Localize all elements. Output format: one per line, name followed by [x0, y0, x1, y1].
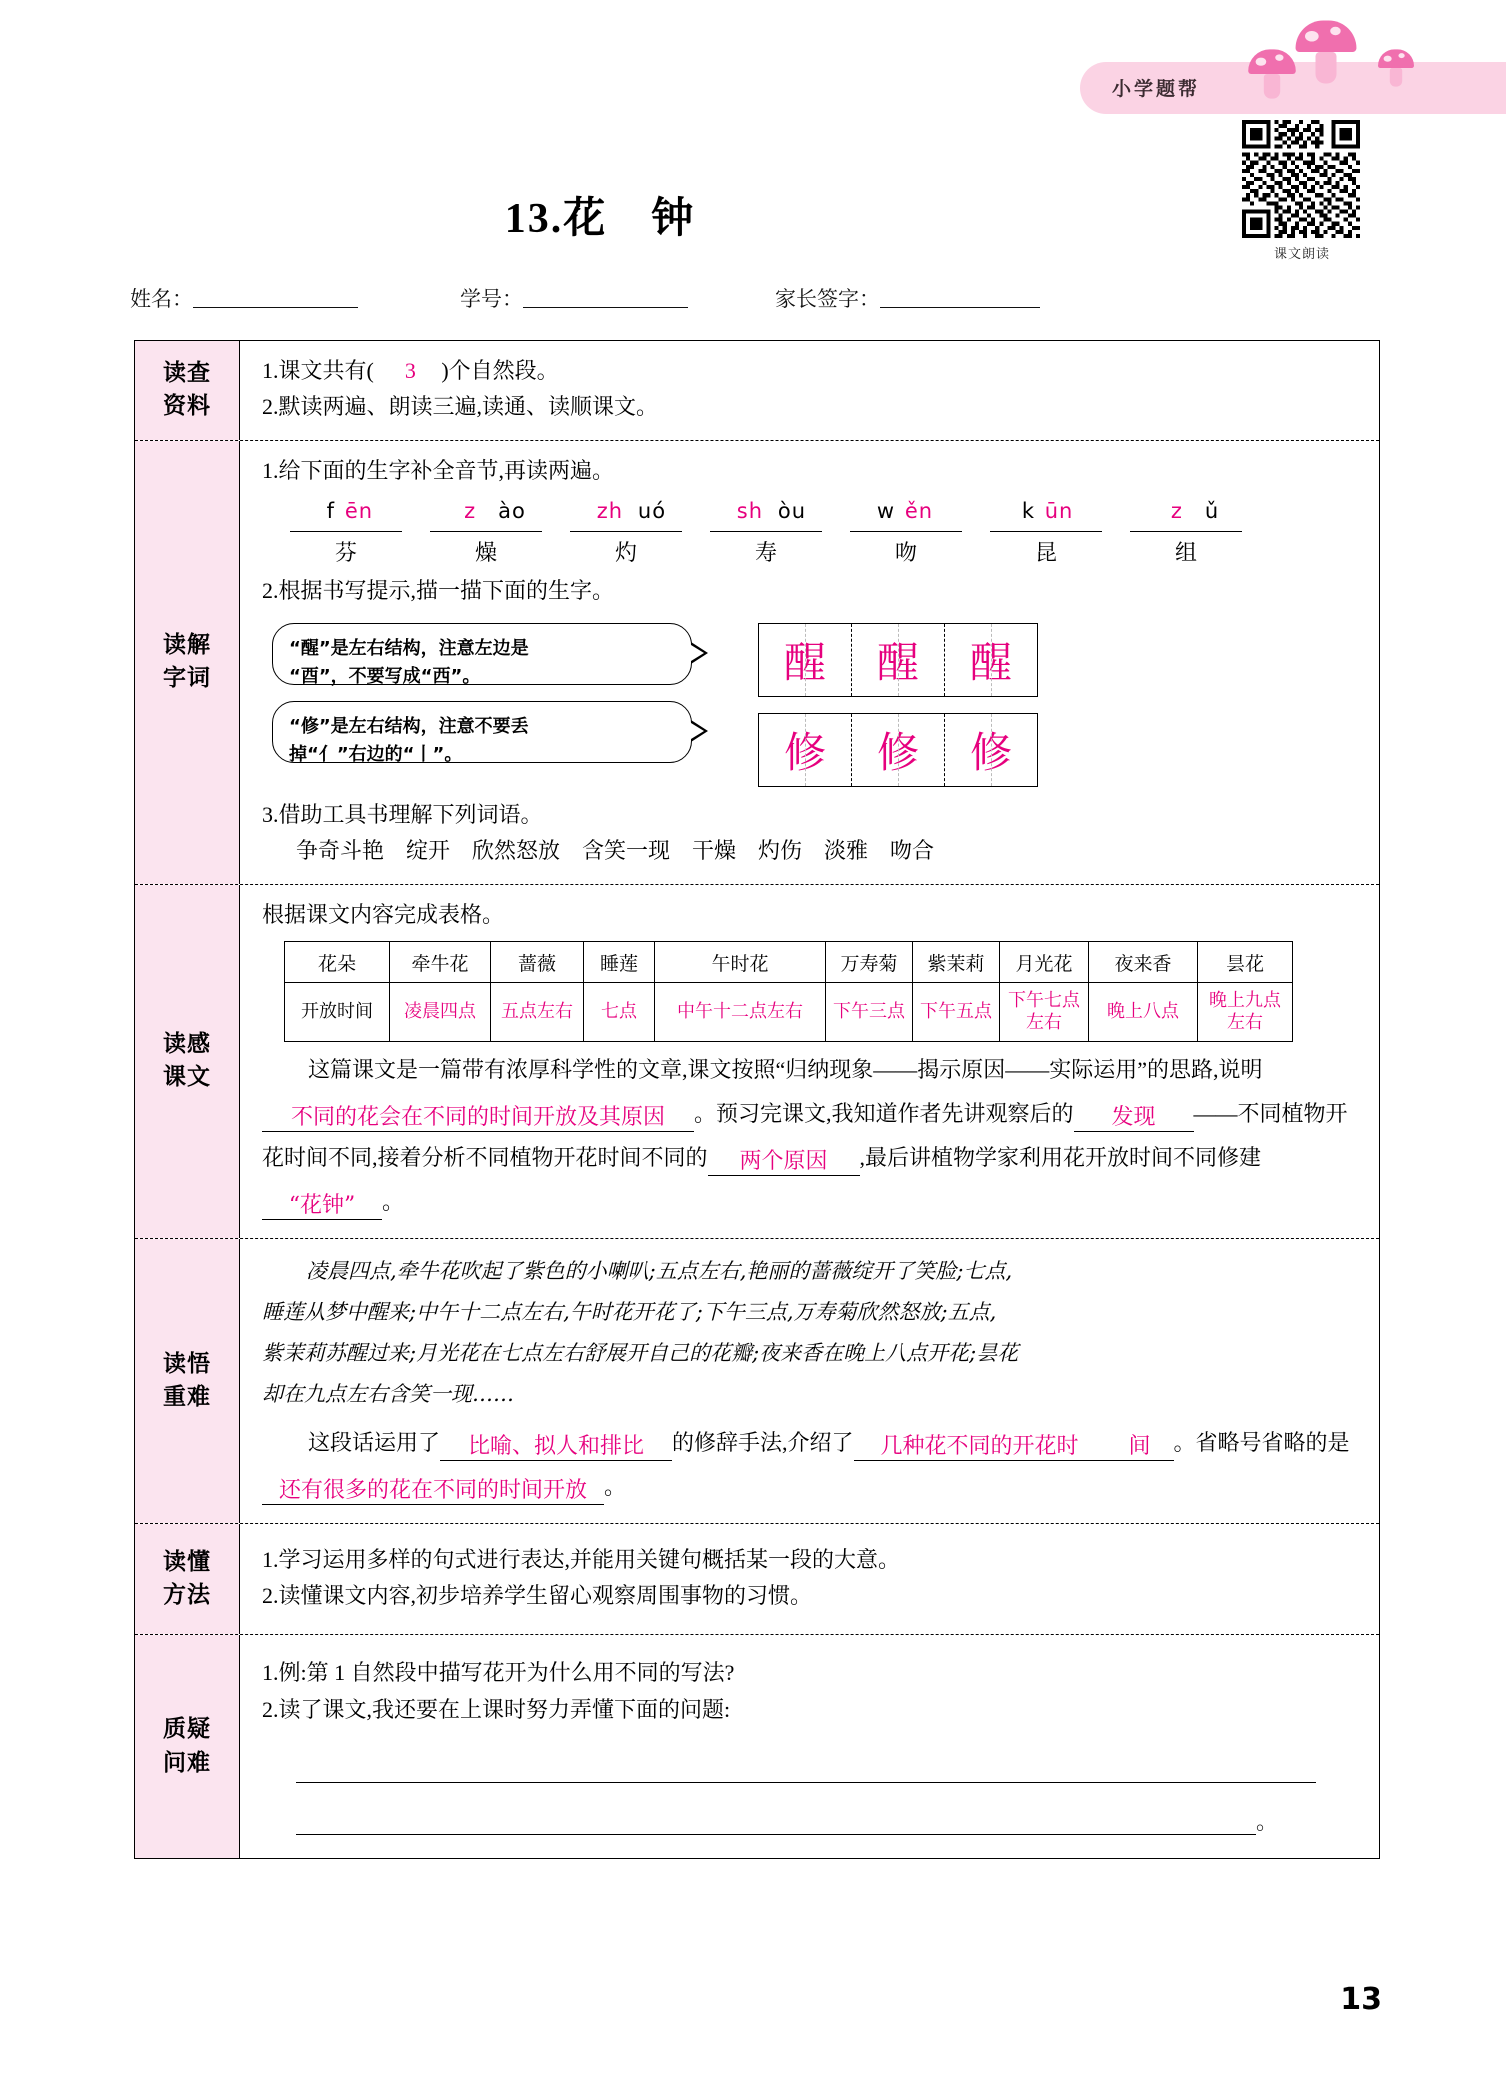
section-row-key-points — [135, 1239, 1379, 1524]
s1-item1-pre: 1.课文共有( — [262, 358, 374, 383]
pinyin-rule — [1130, 529, 1242, 532]
pinyin-character: 灼 — [614, 539, 637, 565]
section-label-line1: 读感 — [163, 1031, 211, 1058]
s4-text-d: 。 — [604, 1473, 627, 1499]
pinyin-rule — [430, 529, 542, 532]
pinyin-rule — [290, 529, 402, 532]
writing-hint-xing — [272, 623, 692, 688]
title-text: 花 钟 — [563, 196, 696, 242]
s3-intro: 根据课文内容完成表格。 — [262, 901, 505, 927]
section-row-reading-check — [135, 341, 1379, 441]
s1-item-1 — [262, 353, 1363, 389]
student-number-rule[interactable] — [523, 287, 688, 308]
s4-analysis-paragraph — [262, 1421, 1363, 1509]
table-header-cell: 夜来香 — [1089, 942, 1198, 983]
pinyin-rule — [710, 529, 822, 532]
s2-question-1: 1.给下面的生字补全音节,再读两遍。 — [262, 457, 615, 483]
s3-para-text-c: ——不同植物开花时间不同,接着分析不同植物开花时间不同的 — [262, 1101, 1348, 1171]
s3-summary-paragraph — [262, 1048, 1363, 1224]
table-cell-answer[interactable]: 晚上九点左右 — [1198, 983, 1293, 1042]
student-number-field[interactable] — [460, 283, 688, 313]
section-label-reading-check — [135, 341, 240, 440]
table-header-cell: 月光花 — [1000, 942, 1089, 983]
section-body-methods — [240, 1524, 1379, 1635]
table-header-cell: 万寿菊 — [826, 942, 913, 983]
section-label-line1: 读解 — [163, 631, 211, 658]
hint-line-2: 掉“亻”右边的“丨”。 — [289, 744, 463, 766]
pinyin-character: 昆 — [1034, 539, 1057, 565]
s4-blank-2[interactable]: 几种花不同的开花时 — [854, 1434, 1106, 1461]
writing-hints — [272, 623, 692, 779]
s4-blank-1[interactable]: 比喻、拟人和排比 — [440, 1434, 672, 1461]
student-number-label: 学号： — [460, 287, 523, 311]
section-label-line1: 质疑 — [163, 1716, 211, 1743]
pinyin-exercise-row — [276, 499, 1363, 567]
table-header-cell: 牵牛花 — [390, 942, 491, 983]
s4-text-a: 这段话运用了 — [308, 1429, 441, 1455]
character-writing-block — [272, 623, 1363, 787]
pinyin-prefix: k — [1021, 498, 1035, 523]
pinyin-answer[interactable]: ēn — [344, 498, 374, 523]
section-body-characters — [240, 441, 1379, 884]
section-label-line2: 资料 — [163, 393, 211, 420]
pinyin-item-zu[interactable] — [1116, 499, 1256, 567]
pinyin-item-zao[interactable] — [416, 499, 556, 567]
pinyin-answer[interactable]: zh — [596, 498, 624, 523]
pinyin-item-zhuo[interactable] — [556, 499, 696, 567]
s4-text-c: 。省略号省略的是 — [1173, 1429, 1350, 1455]
tracing-cell[interactable]: 修 — [852, 714, 945, 786]
table-cell-answer[interactable]: 五点左右 — [491, 983, 584, 1042]
section-label-methods — [135, 1524, 240, 1635]
passage-line: 却在九点左右含笑一现…… — [262, 1381, 514, 1406]
table-row-times — [285, 983, 1293, 1042]
s2-question-2: 2.根据书写提示,描一描下面的生字。 — [262, 577, 615, 603]
qr-code[interactable] — [1242, 120, 1360, 238]
pinyin-character: 组 — [1174, 539, 1197, 565]
section-label-line1: 读懂 — [163, 1548, 211, 1575]
section-label-questions — [135, 1635, 240, 1858]
s3-blank-1[interactable]: 不同的花会在不同的时间开放及其原因 — [262, 1105, 694, 1132]
table-header-cell: 昙花 — [1198, 942, 1293, 983]
pinyin-answer[interactable]: ūn — [1044, 498, 1074, 523]
writing-hint-xiu — [272, 701, 692, 766]
s3-blank-2[interactable]: 发现 — [1074, 1105, 1194, 1132]
section-body-reading-check — [240, 341, 1379, 440]
pinyin-character: 吻 — [894, 539, 917, 565]
identity-line — [130, 283, 1180, 317]
s1-paragraph-count-answer[interactable]: 3 — [404, 358, 416, 383]
pinyin-suffix: òu — [777, 498, 807, 523]
tracing-grids — [758, 623, 1038, 787]
pinyin-prefix: w — [876, 498, 895, 523]
name-field[interactable] — [130, 283, 358, 313]
pinyin-answer[interactable]: z — [464, 498, 477, 523]
s6-answer-line-1[interactable] — [296, 1754, 1363, 1783]
parent-signature-field[interactable] — [775, 283, 1040, 313]
s3-para-text-d: ,最后讲植物学家利用花开放时间不同修建 — [859, 1145, 1262, 1171]
parent-signature-rule[interactable] — [880, 287, 1040, 308]
s3-para-text-b: 。预习完课文,我知道作者先讲观察后的 — [694, 1101, 1074, 1127]
s3-blank-4[interactable]: “花钟” — [262, 1193, 382, 1220]
pinyin-prefix: f — [326, 498, 335, 523]
section-row-methods — [135, 1524, 1379, 1636]
name-rule[interactable] — [193, 287, 358, 308]
section-label-line2: 问难 — [163, 1749, 211, 1776]
table-cell-answer[interactable]: 凌晨四点 — [390, 983, 491, 1042]
table-cell-answer[interactable]: 下午五点 — [913, 983, 1000, 1042]
s2-vocabulary-list: 争奇斗艳 绽开 欣然怒放 含笑一现 干燥 灼伤 淡雅 吻合 — [296, 838, 935, 864]
s3-para-text-e: 。 — [382, 1189, 405, 1215]
s1-item1-post: )个自然段。 — [441, 358, 559, 383]
s4-blank-3[interactable]: 还有很多的花在不同的时间开放 — [262, 1478, 604, 1505]
passage-line: 睡莲从梦中醒来;中午十二点左右,午时花开花了;下午三点,万寿菊欣然怒放;五点, — [262, 1300, 997, 1325]
table-cell-answer[interactable]: 晚上八点 — [1089, 983, 1198, 1042]
passage-line: 紫茉莉苏醒过来;月光花在七点左右舒展开自己的花瓣;夜来香在晚上八点开花;昙花 — [262, 1340, 1019, 1365]
tracing-cell[interactable]: 醒 — [852, 624, 945, 696]
section-label-line1: 读查 — [163, 359, 211, 386]
s3-blank-3[interactable]: 两个原因 — [708, 1149, 860, 1176]
brand-label: 小学题帮 — [1112, 78, 1201, 100]
pinyin-answer[interactable]: sh — [736, 498, 764, 523]
s5-item-1: 1.学习运用多样的句式进行表达,并能用关键句概括某一段的大意。 — [262, 1546, 901, 1572]
title-number: 13. — [504, 196, 564, 242]
section-label-line1: 读悟 — [163, 1350, 211, 1377]
section-label-key-points — [135, 1239, 240, 1523]
tracing-row-xing[interactable] — [758, 623, 1038, 697]
pinyin-suffix: uó — [637, 498, 667, 523]
table-header-cell: 睡莲 — [584, 942, 655, 983]
s6-end-mark: 。 — [1256, 1809, 1279, 1835]
s4-blank-2-cont[interactable]: 间 — [1106, 1434, 1174, 1461]
table-header-cell: 紫茉莉 — [913, 942, 1000, 983]
section-label-characters — [135, 441, 240, 884]
worksheet-grid — [134, 340, 1380, 1859]
table-header-cell: 蔷薇 — [491, 942, 584, 983]
section-body-questions — [240, 1635, 1379, 1858]
pinyin-item-kun[interactable] — [976, 499, 1116, 567]
page-number: 13 — [1340, 1982, 1382, 2017]
pinyin-suffix: ǔ — [1204, 498, 1220, 523]
section-label-line2: 字词 — [163, 665, 211, 692]
tracing-cell[interactable]: 修 — [759, 714, 852, 786]
pinyin-item-shou[interactable] — [696, 499, 836, 567]
pinyin-rule — [990, 529, 1102, 532]
parent-signature-label: 家长签字： — [775, 287, 880, 311]
table-cell-answer[interactable]: 下午三点 — [826, 983, 913, 1042]
section-label-line2: 重难 — [163, 1383, 211, 1410]
pinyin-answer[interactable]: ěn — [904, 498, 934, 523]
s1-item-2: 2.默读两遍、朗读三遍,读通、读顺课文。 — [262, 394, 659, 420]
section-row-comprehension — [135, 885, 1379, 1239]
page-title — [0, 185, 1200, 245]
table-row-header — [285, 942, 1293, 983]
section-label-line2: 方法 — [163, 1582, 211, 1609]
pinyin-rule — [570, 529, 682, 532]
pinyin-item-fen[interactable] — [276, 499, 416, 567]
pinyin-character: 燥 — [474, 539, 497, 565]
section-label-comprehension — [135, 885, 240, 1238]
section-row-questions — [135, 1635, 1379, 1858]
pinyin-item-wen[interactable] — [836, 499, 976, 567]
pinyin-character: 寿 — [754, 539, 777, 565]
table-header-cell: 午时花 — [655, 942, 826, 983]
pinyin-answer[interactable]: z — [1170, 498, 1183, 523]
s2-question-3: 3.借助工具书理解下列词语。 — [262, 802, 543, 828]
s4-quoted-passage — [262, 1251, 1363, 1415]
pinyin-suffix: ào — [498, 498, 526, 523]
section-label-line2: 课文 — [163, 1064, 211, 1091]
tracing-row-xiu[interactable] — [758, 713, 1038, 787]
s4-text-b: 的修辞手法,介绍了 — [672, 1429, 854, 1455]
qr-code-label: 课文朗读 — [1273, 247, 1330, 262]
pinyin-character: 芬 — [334, 539, 357, 565]
tracing-cell[interactable]: 醒 — [945, 624, 1037, 696]
table-header-flower: 花朵 — [285, 942, 390, 983]
s6-item-1: 1.例:第 1 自然段中描写花开为什么用不同的写法? — [262, 1660, 735, 1686]
hint-line-1: “醒”是左右结构，注意左边是 — [289, 638, 529, 660]
s3-para-text-a: 这篇课文是一篇带有浓厚科学性的文章,课文按照“归纳现象——揭示原因——实际运用”的思路,说明 — [308, 1057, 1263, 1083]
s5-item-2: 2.读懂课文内容,初步培养学生留心观察周围事物的习惯。 — [262, 1583, 813, 1609]
mushroom-icon-1 — [1248, 49, 1296, 98]
mushroom-icon-2 — [1296, 21, 1357, 84]
hint-line-1: “修”是左右结构，注意不要丢 — [289, 716, 529, 738]
s6-item-2: 2.读了课文,我还要在上课时努力弄懂下面的问题: — [262, 1696, 731, 1722]
section-body-key-points — [240, 1239, 1379, 1523]
table-cell-answer[interactable]: 下午七点左右 — [1000, 983, 1089, 1042]
name-label: 姓名： — [130, 287, 193, 311]
table-cell-answer[interactable]: 中午十二点左右 — [655, 983, 826, 1042]
tracing-cell[interactable]: 醒 — [759, 624, 852, 696]
mushroom-icon-3 — [1378, 49, 1414, 86]
hint-line-2: “酉”，不要写成“西”。 — [289, 666, 481, 688]
section-row-characters — [135, 441, 1379, 885]
s6-answer-line-2[interactable] — [296, 1805, 1363, 1836]
table-cell-answer[interactable]: 七点 — [584, 983, 655, 1042]
passage-line: 凌晨四点,牵牛花吹起了紫色的小喇叭;五点左右,艳丽的蔷薇绽开了笑脸;七点, — [306, 1259, 1013, 1284]
flower-bloom-table — [284, 941, 1293, 1042]
section-body-comprehension — [240, 885, 1379, 1238]
pinyin-rule — [850, 529, 962, 532]
tracing-cell[interactable]: 修 — [945, 714, 1037, 786]
table-row-label-time: 开放时间 — [285, 983, 390, 1042]
